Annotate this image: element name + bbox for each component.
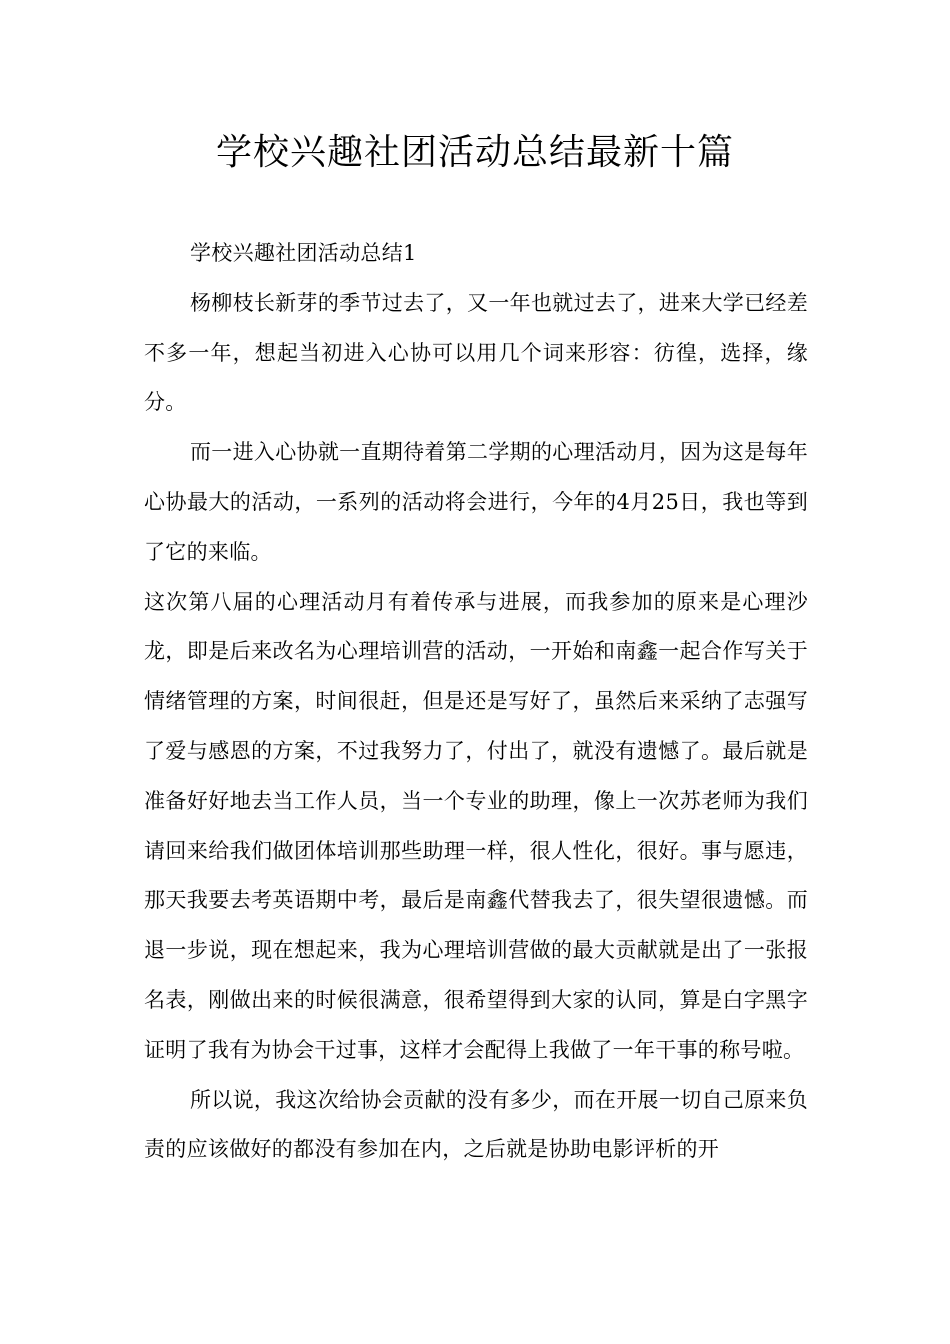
section-heading: 学校兴趣社团活动总结1 bbox=[190, 241, 417, 265]
paragraph: 这次第八届的心理活动月有着传承与进展，而我参加的原来是心理沙龙，即是后来改名为心理培训营的活动，一开始和南鑫一起合作写关于情绪管理的方案，时间很赶，但是还是写好了，虽然后来采纳了志强写了爱与感恩的方案，不过我努力了，付出了，就没有遗憾了。最后就是准备好好地去当工作人员，当一个专业的助理，像上一次苏老师为我们请回来给我们做团体培训那些助理一样，很人性化，很好。事与愿违，那天我要去考英语期中考，最后是南鑫代替我去了，很失望很遗憾。而退一步说，现在想起来，我为心理培训营做的最大贡献就是出了一张报名表，刚做出来的时候很满意，很希望得到大家的认同，算是白字黑字证明了我有为协会干过事，这样才会配得上我做了一年干事的称号啦。 bbox=[144, 589, 808, 1062]
document-title: 学校兴趣社团活动总结最新十篇 bbox=[215, 132, 734, 173]
document-body bbox=[144, 229, 808, 1175]
paragraph: 而一进入心协就一直期待着第二学期的心理活动月，因为这是每年心协最大的活动，一系列的活动将会进行，今年的4月25日，我也等到了它的来临。 bbox=[144, 440, 808, 564]
paragraph: 所以说，我这次给协会贡献的没有多少，而在开展一切自己原来负责的应该做好的都没有参加在内，之后就是协助电影评析的开 bbox=[144, 1087, 808, 1162]
paragraph: 杨柳枝长新芽的季节过去了，又一年也就过去了，进来大学已经差不多一年，想起当初进入心协可以用几个词来形容：彷徨，选择，缘分。 bbox=[144, 290, 808, 415]
